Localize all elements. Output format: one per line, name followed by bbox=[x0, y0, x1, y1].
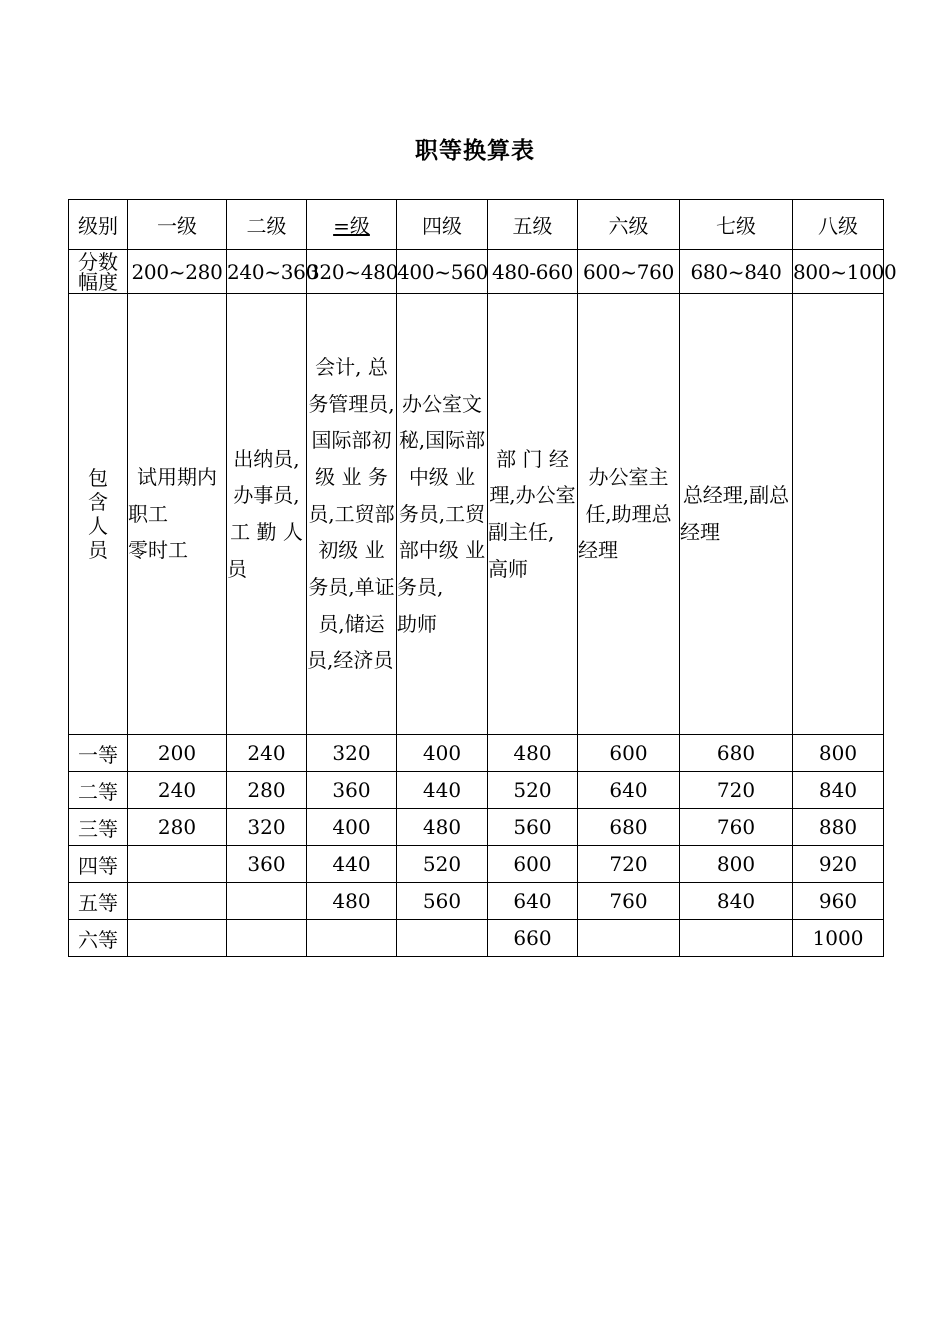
tier-cell: 880 bbox=[793, 809, 884, 846]
tier-row bbox=[69, 846, 884, 883]
tier-cell: 640 bbox=[578, 772, 680, 809]
staff-cell: 办公室文秘,国际部中级 业 务员,工贸部中级 业 务员, 助师 bbox=[397, 294, 488, 735]
tier-cell: 680 bbox=[578, 809, 680, 846]
score-range-row bbox=[69, 250, 884, 294]
tier-cell: 600 bbox=[488, 846, 578, 883]
grade-header: 八级 bbox=[793, 200, 884, 250]
tier-cell: 200 bbox=[128, 735, 227, 772]
tier-row bbox=[69, 920, 884, 957]
tier-cell: 240 bbox=[128, 772, 227, 809]
tier-cell bbox=[128, 920, 227, 957]
tier-cell: 400 bbox=[397, 735, 488, 772]
tier-label: 六等 bbox=[69, 920, 128, 957]
tier-row bbox=[69, 772, 884, 809]
tier-cell: 440 bbox=[397, 772, 488, 809]
grade-conversion-table bbox=[68, 199, 897, 957]
tier-cell: 360 bbox=[227, 846, 307, 883]
grade-header: 一级 bbox=[128, 200, 227, 250]
tier-cell: 840 bbox=[793, 772, 884, 809]
tier-cell: 800 bbox=[680, 846, 793, 883]
grade-header: 四级 bbox=[397, 200, 488, 250]
tier-cell: 920 bbox=[793, 846, 884, 883]
tier-label: 一等 bbox=[69, 735, 128, 772]
staff-cell: 会计, 总务管理员,国际部初级 业 务员,工贸部初级 业 务员,单证员,储运员,经济员 bbox=[307, 294, 397, 735]
grade-header: =级 bbox=[307, 200, 397, 250]
tier-label: 二等 bbox=[69, 772, 128, 809]
tier-cell: 360 bbox=[307, 772, 397, 809]
tier-label: 三等 bbox=[69, 809, 128, 846]
score-range-cell: 480-660 bbox=[488, 250, 578, 294]
tier-cell: 280 bbox=[128, 809, 227, 846]
tier-cell: 640 bbox=[488, 883, 578, 920]
tier-cell bbox=[227, 883, 307, 920]
tier-row bbox=[69, 735, 884, 772]
tier-cell bbox=[128, 846, 227, 883]
score-range-cell: 200~280 bbox=[128, 250, 227, 294]
tier-cell: 520 bbox=[397, 846, 488, 883]
score-range-cell: 600~760 bbox=[578, 250, 680, 294]
tier-cell bbox=[128, 883, 227, 920]
staff-cell: 办公室主任,助理总经理 bbox=[578, 294, 680, 735]
tier-cell: 320 bbox=[307, 735, 397, 772]
score-range-cell: 680~840 bbox=[680, 250, 793, 294]
tier-cell: 280 bbox=[227, 772, 307, 809]
tier-cell: 480 bbox=[397, 809, 488, 846]
tier-cell: 720 bbox=[578, 846, 680, 883]
score-range-cell: 240~360 bbox=[227, 250, 307, 294]
staff-cell: 试用期内职工 零时工 bbox=[128, 294, 227, 735]
tier-cell bbox=[307, 920, 397, 957]
tier-cell: 480 bbox=[307, 883, 397, 920]
grade-header: 七级 bbox=[680, 200, 793, 250]
score-range-cell: 400~560 bbox=[397, 250, 488, 294]
tier-cell: 240 bbox=[227, 735, 307, 772]
tier-cell: 600 bbox=[578, 735, 680, 772]
tier-cell: 560 bbox=[397, 883, 488, 920]
score-range-cell: 800~1000 bbox=[793, 250, 884, 294]
tier-label: 五等 bbox=[69, 883, 128, 920]
tier-cell: 960 bbox=[793, 883, 884, 920]
staff-cell: 部 门 经理,办公室副主任, 高师 bbox=[488, 294, 578, 735]
staff-label bbox=[69, 294, 128, 735]
staff-cell bbox=[793, 294, 884, 735]
tier-cell: 520 bbox=[488, 772, 578, 809]
corner-label: 级别 bbox=[69, 200, 128, 250]
tier-cell: 400 bbox=[307, 809, 397, 846]
score-range-cell: 320~480 bbox=[307, 250, 397, 294]
tier-cell: 840 bbox=[680, 883, 793, 920]
score-range-label: 分数幅度 bbox=[69, 250, 128, 294]
grade-header: 二级 bbox=[227, 200, 307, 250]
tier-label: 四等 bbox=[69, 846, 128, 883]
tier-row bbox=[69, 809, 884, 846]
tier-cell bbox=[397, 920, 488, 957]
staff-label-text: 包含人员 bbox=[88, 466, 108, 562]
tier-cell: 560 bbox=[488, 809, 578, 846]
tier-cell bbox=[578, 920, 680, 957]
staff-cell: 出纳员,办事员,工 勤 人员 bbox=[227, 294, 307, 735]
tier-cell: 760 bbox=[578, 883, 680, 920]
tier-cell: 680 bbox=[680, 735, 793, 772]
staff-row bbox=[69, 294, 884, 735]
tier-cell bbox=[227, 920, 307, 957]
tier-cell: 480 bbox=[488, 735, 578, 772]
tier-cell: 1000 bbox=[793, 920, 884, 957]
tier-cell: 440 bbox=[307, 846, 397, 883]
tier-row bbox=[69, 883, 884, 920]
grade-header: 五级 bbox=[488, 200, 578, 250]
grade-header-row bbox=[69, 200, 884, 250]
tier-cell: 760 bbox=[680, 809, 793, 846]
grade-header: 六级 bbox=[578, 200, 680, 250]
tier-cell: 320 bbox=[227, 809, 307, 846]
tier-cell: 720 bbox=[680, 772, 793, 809]
page-title: 职等换算表 bbox=[415, 138, 535, 164]
tier-cell: 660 bbox=[488, 920, 578, 957]
tier-cell bbox=[680, 920, 793, 957]
staff-cell: 总经理,副总经理 bbox=[680, 294, 793, 735]
tier-cell: 800 bbox=[793, 735, 884, 772]
